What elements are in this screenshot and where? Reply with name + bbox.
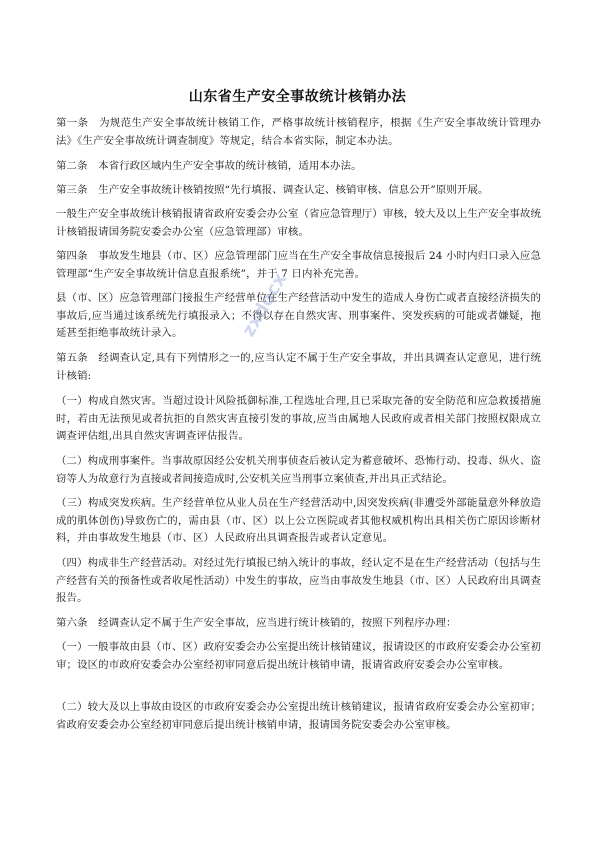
article-6: 第六条 经调查认定不属于生产安全事故，应当进行统计核销的，按照下列程序办理： [56, 617, 457, 629]
article-3: 第三条 生产安全事故统计核销按照“先行填报、调查认定、核销审核、信息公开”原则开展。 [56, 184, 489, 196]
article-6-item-2: （二）较大及以上事故由设区的市政府安委会办公室提出统计核销建议，报请省政府安委会办公室初审；省政府安委会办公室经初审同意后提出统计核销申请，报请国务院安委会办公室审核。 [56, 701, 541, 731]
article-5-item-2: （二）构成刑事案件。当事故原因经公安机关刑事侦查后被认定为蓄意破坏、恐怖行动、投毒、纵火、盗窃等人为故意行为直接或者间接造成时,公安机关应当刑事立案侦查,并出具正式结论。 [56, 455, 541, 485]
article-5-item-4: （四）构成非生产经营活动。对经过先行填报已纳入统计的事故，经认定不是在生产经营活动（包括与生产经营有关的预备性或者收尾性活动）中发生的事故，应当由事故发生地县（市、区）人民政府出具调查报告。 [56, 557, 541, 604]
article-4-para-2: 县（市、区）应急管理部门接报生产经营单位在生产经营活动中发生的造成人身伤亡或者直接经济损失的事故后,应当通过该系统先行填报录入；不得以存在自然灾害、刑事案件、突发疾病的可能或者嫌疑，拖延甚至拒绝事故统计录入。 [56, 292, 541, 339]
article-4: 第四条 事故发生地县（市、区）应急管理部门应当在生产安全事故信息接报后 24 小时内归口录入应急管理部“生产安全事故统计信息直报系统”，并于 7 日内补充完善。 [56, 250, 541, 280]
article-5: 第五条 经调查认定,具有下列情形之一的,应当认定不属于生产安全事故，并出具调查认定意见，进行统计核销: [56, 352, 541, 382]
article-5-item-3: （三）构成突发疾病。生产经营单位从业人员在生产经营活动中,因突发疾病(非遭受外部能量意外释放造成的肌体创伤)导致伤亡的，需由县（市、区）以上公立医院或者其他权威机构出具相关伤亡原因诊断材料，并由事故发生地县（市、区）人民政府出具调查报告或者认定意见。 [56, 497, 541, 544]
article-6-item-1: （一）一般事故由县（市、区）政府安委会办公室提出统计核销建议，报请设区的市政府安委会办公室初审；设区的市政府安委会办公室经初审同意后提出统计核销申请，报请省政府安委会办公室审核。 [56, 641, 541, 671]
article-3-para-2: 一般生产安全事故统计核销报请省政府安委会办公室（省应急管理厅）审核，较大及以上生产安全事故统计核销报请国务院安委会办公室（应急管理部）审核。 [56, 208, 541, 238]
article-2: 第二条 本省行政区域内生产安全事故的统计核销，适用本办法。 [56, 160, 362, 172]
document-title: 山东省生产安全事故统计核销办法 [188, 89, 407, 105]
watermark: zxdocx [238, 269, 291, 341]
article-5-item-1: （一）构成自然灾害。当超过设计风险抵御标准,工程选址合理,且已采取完备的安全防范和应急救援措施时，若由无法预见或者抗拒的自然灾害直接引发的事故,应当由属地人民政府或者相关部门按照权限成立调查评估组,出具自然灾害调查评估报告。 [56, 395, 541, 442]
article-1: 第一条 为规范生产安全事故统计核销工作，严格事故统计核销程序，根据《生产安全事故统计管理办法》《生产安全事故统计调查制度》等规定，结合本省实际，制定本办法。 [56, 117, 541, 147]
